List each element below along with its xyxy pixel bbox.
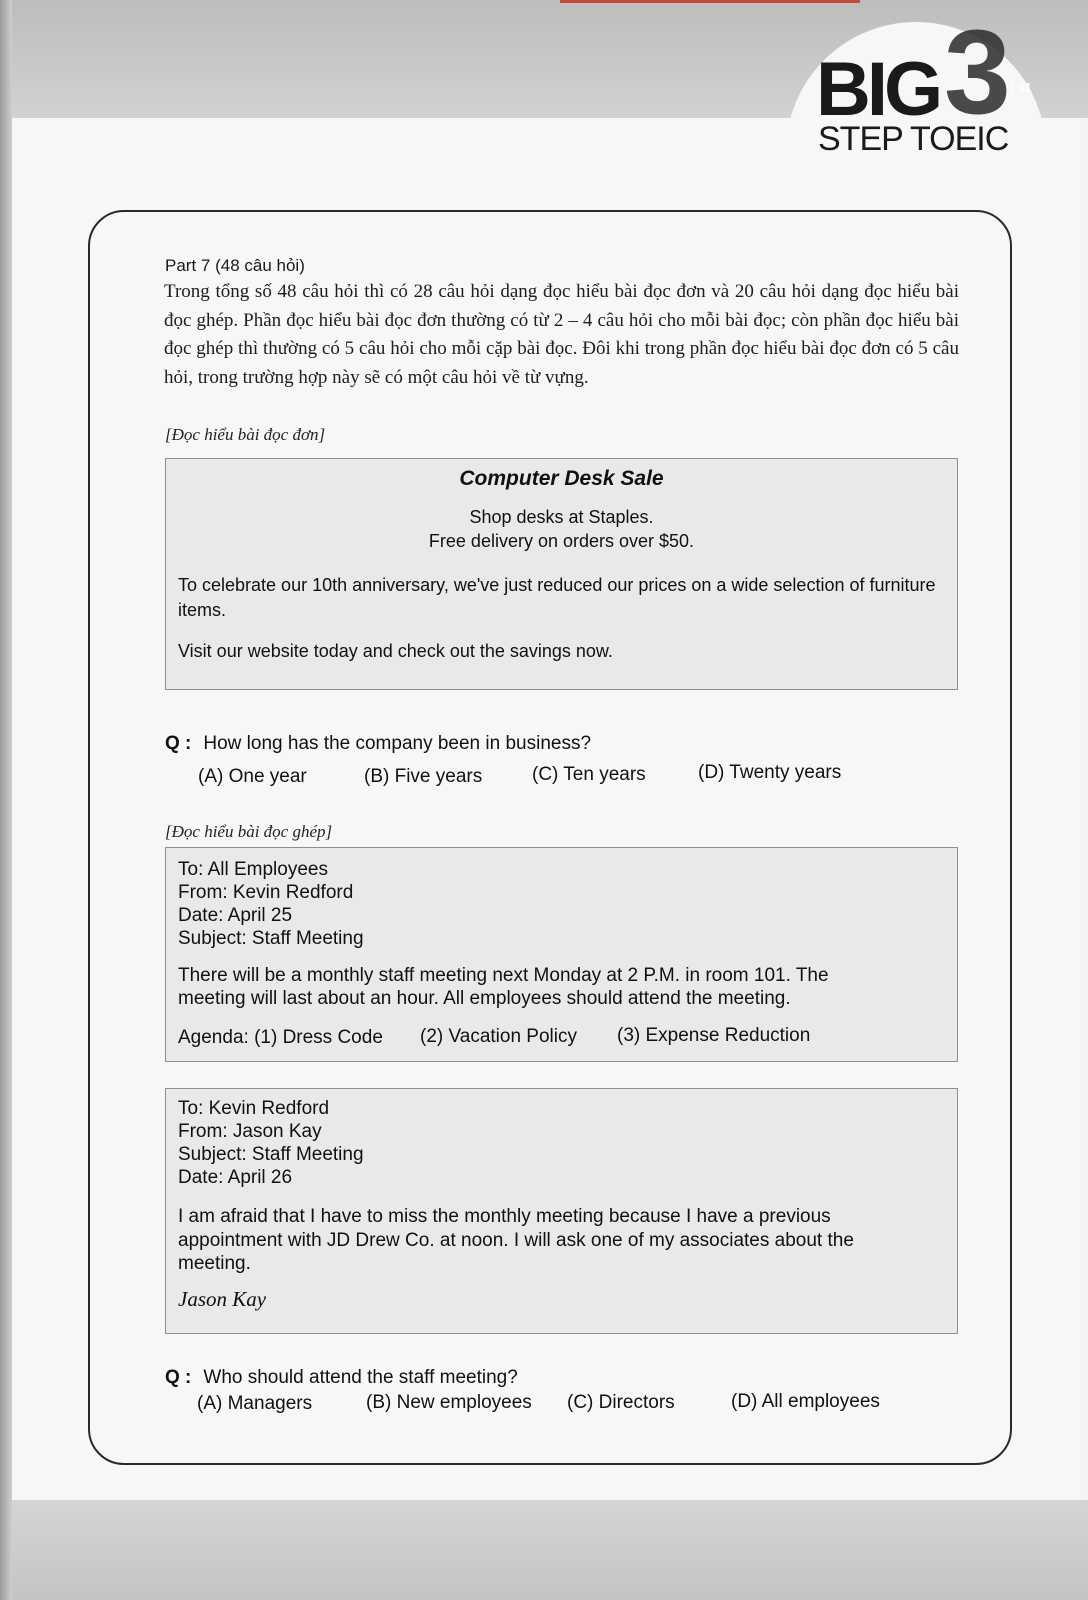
q1-option-b: (B) Five years: [364, 766, 483, 787]
ad-title: Computer Desk Sale: [459, 467, 664, 490]
question-text: Who should attend the staff meeting?: [203, 1367, 518, 1388]
question-2: [165, 1367, 518, 1389]
question-1: [165, 733, 591, 755]
double-passage-label: [Đọc hiểu bài đọc ghép]: [165, 822, 333, 841]
memo-2-body: I am afraid that I have to miss the monthly meeting because I have a previous appointment with JD Drew Co. at noon. I will ask one of my associates about the meeting.: [178, 1206, 854, 1274]
q2-option-a: (A) Managers: [197, 1393, 313, 1414]
question-text: How long has the company been in business?: [203, 733, 592, 754]
memo-1-from: From: Kevin Redford: [178, 882, 354, 903]
agenda-item-2: (2) Vacation Policy: [420, 1026, 577, 1047]
agenda-item-1: Agenda: (1) Dress Code: [178, 1027, 383, 1048]
top-accent-stripe: [560, 0, 860, 3]
logo-subtitle: STEP TOEIC: [818, 120, 1009, 158]
memo-1-to: To: All Employees: [178, 859, 328, 880]
agenda-item-3: (3) Expense Reduction: [617, 1025, 811, 1046]
memo-1-date: Date: April 25: [178, 905, 293, 926]
page-number: 11: [1018, 80, 1032, 95]
logo-big-text: BIG: [816, 47, 940, 132]
memo-1-body: There will be a monthly staff meeting next Monday at 2 P.M. in room 101. The meeting will last about an hour. All employees should attend the meeting.: [178, 965, 829, 1009]
q2-option-b: (B) New employees: [366, 1392, 532, 1413]
memo-1-subject: Subject: Staff Meeting: [178, 928, 364, 949]
ad-paragraph-2: Visit our website today and check out the savings now.: [178, 641, 613, 661]
q1-option-a: (A) One year: [198, 766, 307, 787]
logo-number: 3: [944, 5, 1011, 139]
part-title: Part 7 (48 câu hỏi): [165, 256, 305, 275]
memo-1-box: [165, 847, 958, 1062]
bottom-band: [0, 1500, 1088, 1600]
page-gutter-shadow: [0, 0, 12, 1600]
memo-2-to: To: Kevin Redford: [178, 1098, 330, 1119]
single-passage-label: [Đọc hiểu bài đọc đơn]: [165, 425, 326, 444]
part-intro: Trong tổng số 48 câu hỏi thì có 28 câu hỏi dạng đọc hiểu bài đọc đơn và 20 câu hỏi dạng đọc hiểu bài đọc ghép. Phần đọc hiểu bài đọc đơn thường có từ 2 – 4 câu hỏi cho mỗi bài đọc; còn phần đọc hiểu bài đọc ghép thì thường có 5 câu hỏi cho mỗi cặp bài đọc. Đôi khi trong phần đọc hiểu bài đọc đơn có 5 câu hỏi, trong trường hợp này sẽ có một câu hỏi về từ vựng.: [164, 281, 959, 388]
q1-option-c: (C) Ten years: [532, 764, 646, 785]
ad-line-2: Free delivery on orders over $50.: [428, 531, 695, 551]
q2-option-d: (D) All employees: [731, 1391, 880, 1412]
ad-line-1: Shop desks at Staples.: [469, 507, 654, 527]
question-prefix: Q :: [165, 733, 192, 754]
q2-option-c: (C) Directors: [567, 1392, 675, 1413]
memo-2-box: [165, 1088, 958, 1334]
memo-2-from: From: Jason Kay: [178, 1121, 322, 1142]
ad-paragraph-1: To celebrate our 10th anniversary, we've just reduced our prices on a wide selection of furniture items.: [178, 575, 936, 620]
memo-2-date: Date: April 26: [178, 1167, 293, 1188]
ad-passage-box: [165, 458, 958, 690]
q1-option-d: (D) Twenty years: [698, 762, 842, 783]
memo-2-subject: Subject: Staff Meeting: [178, 1144, 364, 1165]
question-prefix: Q :: [165, 1367, 192, 1388]
memo-2-signature: Jason Kay: [178, 1287, 267, 1311]
